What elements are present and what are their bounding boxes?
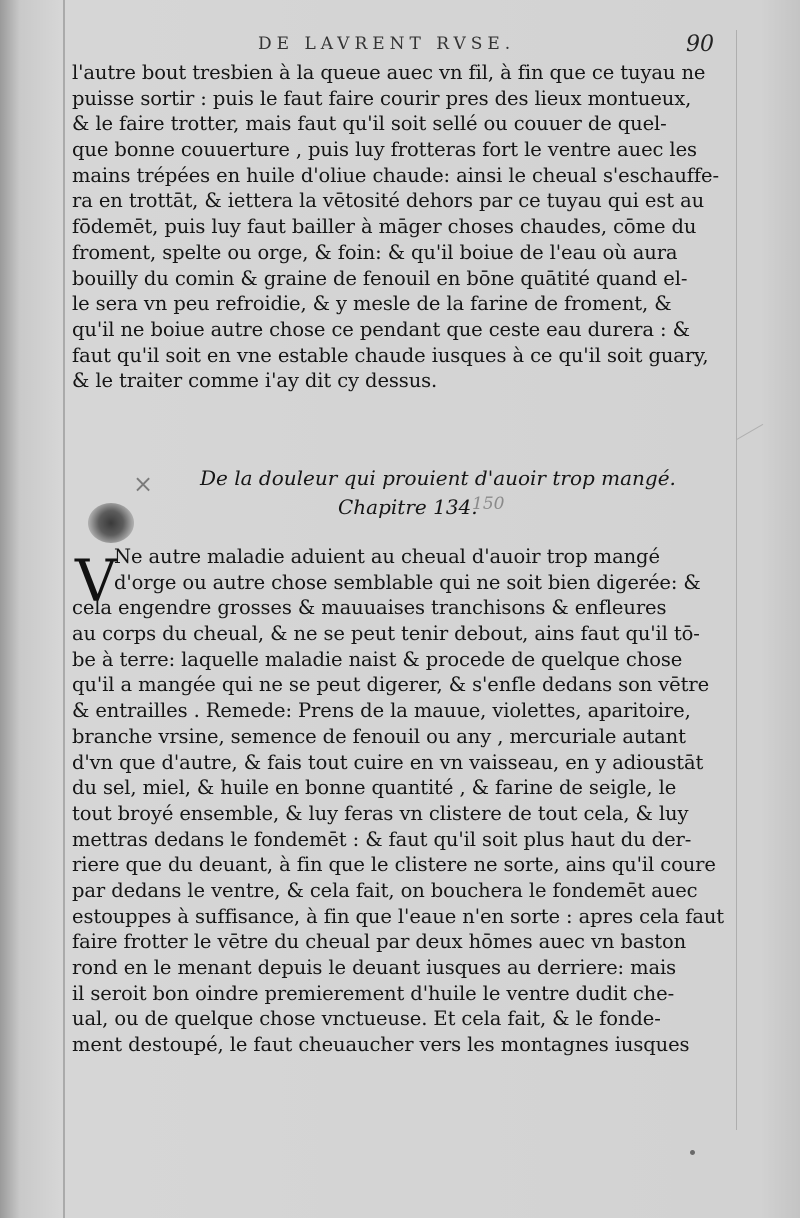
text-line: fōdemēt, puis luy faut bailler à māger choses chaudes, cōme du	[72, 215, 697, 239]
text-line: mettras dedans le fondemēt : & faut qu'il soit plus haut du der-	[72, 827, 692, 851]
text-line: branche vrsine, semence de fenouil ou any , mercuriale autant	[72, 724, 686, 748]
text-line: faut qu'il soit en vne estable chaude iusques à ce qu'il soit guary,	[72, 343, 709, 367]
text-line: tout broyé ensemble, & luy feras vn clistere de tout cela, & luy	[72, 801, 689, 825]
margin-rule	[736, 30, 737, 1130]
text-line: d'orge ou autre chose semblable qui ne soit bien digerée: &	[114, 570, 701, 594]
text-line: bouilly du comin & graine de fenouil en bōne quātité quand el-	[72, 266, 688, 290]
ink-dot	[690, 1150, 695, 1155]
text-line: cela engendre grosses & mauuaises tranchisons & enfleures	[72, 596, 667, 620]
page-number: 90	[686, 32, 714, 57]
text-line: faire frotter le vētre du cheual par deux hōmes auec vn baston	[72, 930, 687, 954]
pencil-stroke	[737, 424, 773, 457]
text-line: le sera vn peu refroidie, & y mesle de la farine de froment, &	[72, 292, 672, 316]
text-line: l'autre bout tresbien à la queue auec vn fil, à fin que ce tuyau ne	[72, 61, 706, 84]
text-line: ual, ou de quelque chose vnctueuse. Et cela fait, & le fonde-	[72, 1007, 661, 1031]
text-line: riere que du deuant, à fin que le clistere ne sorte, ains qu'il coure	[72, 853, 716, 877]
text-line: & le faire trotter, mais faut qu'il soit sellé ou couuer de quel-	[72, 112, 667, 136]
text-line: qu'il a mangée qui ne se peut digerer, & s'enfle dedans son vētre	[72, 673, 710, 697]
running-head: DE LAVRENT RVSE.	[258, 34, 516, 54]
text-line: estouppes à suffisance, à fin que l'eaue n'en sorte : apres cela faut	[72, 904, 725, 928]
drop-capital: V	[75, 547, 117, 615]
text-line: & le traiter comme i'ay dit cy dessus.	[72, 369, 438, 393]
chapter-paragraph	[72, 544, 736, 1058]
text-line: il seroit bon oindre premierement d'huile le ventre dudit che-	[72, 981, 675, 1005]
text-line: que bonne couuerture , puis luy frotteras fort le ventre auec les	[72, 138, 697, 162]
text-line: ra en trottāt, & iettera la vētosité dehors par ce tuyau qui est au	[72, 189, 705, 213]
gutter-shadow	[63, 0, 65, 1218]
text-line: be à terre: laquelle maladie naist & procede de quelque chose	[72, 647, 683, 671]
text-line: ment destoupé, le faut cheuaucher vers les montagnes iusques	[72, 1033, 690, 1057]
ink-stain	[88, 503, 134, 543]
text-line: Ne autre maladie aduient au cheual d'auoir trop mangé	[114, 545, 660, 568]
text-line: d'vn que d'autre, & fais tout cuire en vn vaisseau, en y adioustāt	[72, 750, 704, 774]
text-line: & entrailles . Remede: Prens de la mauue, violettes, aparitoire,	[72, 699, 691, 723]
chapter-number: Chapitre 134.	[338, 495, 478, 519]
text-line: rond en le menant depuis le deuant iusques au derriere: mais	[72, 956, 677, 979]
chapter-heading: De la douleur qui prouient d'auoir trop mangé.	[200, 466, 676, 490]
handwritten-annotation: 150	[472, 494, 505, 514]
text-line: au corps du cheual, & ne se peut tenir debout, ains faut qu'il tō-	[72, 622, 700, 646]
text-line: mains trépées en huile d'oliue chaude: ainsi le cheual s'eschauffe-	[72, 163, 719, 187]
paragraph-continued	[72, 60, 736, 394]
text-line: puisse sortir : puis le faut faire courir pres des lieux montueux,	[72, 86, 692, 110]
margin-mark: ×	[133, 470, 154, 498]
text-line: qu'il ne boiue autre chose ce pendant que ceste eau durera : &	[72, 317, 690, 341]
text-line: par dedans le ventre, & cela fait, on bouchera le fondemēt auec	[72, 878, 698, 902]
text-line: froment, spelte ou orge, & foin: & qu'il boiue de l'eau où aura	[72, 240, 678, 264]
text-line: du sel, miel, & huile en bonne quantité , & farine de seigle, le	[72, 776, 677, 800]
